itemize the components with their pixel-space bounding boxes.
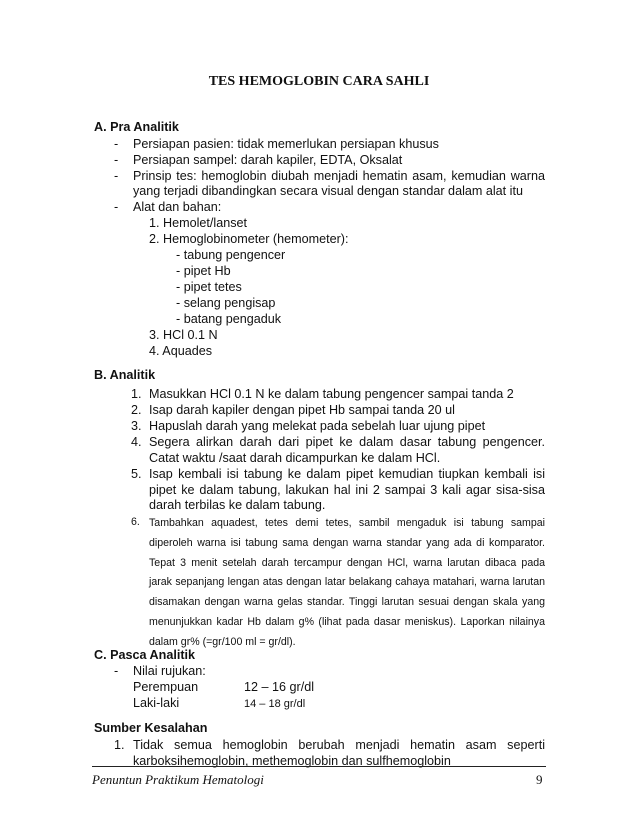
list-number: 1. <box>131 387 142 401</box>
alat-subitem: - batang pengaduk <box>176 312 282 326</box>
reference-label-laki-laki: Laki-laki <box>133 696 180 710</box>
list-number: 4. <box>131 435 142 449</box>
list-number: 5. <box>131 467 142 481</box>
bullet-dash: - <box>114 153 119 167</box>
sumber-kesalahan-1: Tidak semua hemoglobin berubah menjadi hematin asam seperti karboksihemoglobin, methemoglobin dan sulfhemoglobin <box>133 738 545 768</box>
alat-subitem: - tabung pengencer <box>176 248 286 262</box>
footer-divider <box>92 766 546 767</box>
pra-item-persiapan-sampel: Persiapan sampel: darah kapiler, EDTA, Oksalat <box>133 153 403 167</box>
alat-item-1: 1. Hemolet/lanset <box>149 216 248 230</box>
bullet-dash: - <box>114 169 119 183</box>
list-number: 6. <box>131 516 140 528</box>
analitik-step-3: Hapuslah darah yang melekat pada sebelah luar ujung pipet <box>149 419 486 433</box>
section-heading-sumber-kesalahan: Sumber Kesalahan <box>94 721 208 735</box>
alat-item-3: 3. HCl 0.1 N <box>149 328 218 342</box>
alat-subitem: - pipet Hb <box>176 264 231 278</box>
list-number: 3. <box>131 419 142 433</box>
nilai-rujukan-label: Nilai rujukan: <box>133 664 206 678</box>
analitik-step-4: Segera alirkan darah dari pipet ke dalam dasar tabung pengencer. Catat waktu /saat darah dicampurkan ke dalam HCl. <box>149 435 545 465</box>
footer-book-title: Penuntun Praktikum Hematologi <box>92 772 264 787</box>
bullet-dash: - <box>114 664 119 678</box>
pra-item-persiapan-pasien: Persiapan pasien: tidak memerlukan persiapan khusus <box>133 137 439 151</box>
page-number: 9 <box>536 772 543 787</box>
analitik-step-1: Masukkan HCl 0.1 N ke dalam tabung pengencer sampai tanda 2 <box>149 387 514 401</box>
section-heading-analitik: B. Analitik <box>94 368 156 382</box>
reference-value-perempuan: 12 – 16 gr/dl <box>244 680 315 694</box>
analitik-step-2: Isap darah kapiler dengan pipet Hb sampai tanda 20 ul <box>149 403 455 417</box>
reference-label-perempuan: Perempuan <box>133 680 199 694</box>
analitik-step-6: Tambahkan aquadest, tetes demi tetes, sambil mengaduk isi tabung sampai diperoleh warna isi tabung sama dengan warna standar yang ada di komparator. Tepat 3 menit setelah darah tercampur dengan HCl, warna larutan dibaca pada jarak sepanjang lengan atas dengan latar belakang cahaya matahari, warna larutan disamakan dengan warna gelas standar. Tinggi larutan sesuai dengan skala yang menunjukkan kadar Hb dalam g% (lihat pada dasar meniskus). Laporkan nilainya dalam gr% (=gr/100 ml = gr/dl). <box>149 517 545 648</box>
alat-item-2: 2. Hemoglobinometer (hemometer): <box>149 232 349 246</box>
list-number: 1. <box>114 738 125 752</box>
pra-item-alat-bahan: Alat dan bahan: <box>133 200 222 214</box>
page-title: TES HEMOGLOBIN CARA SAHLI <box>208 74 430 89</box>
section-heading-pra-analitik: A. Pra Analitik <box>94 120 179 134</box>
section-heading-pasca-analitik: C. Pasca Analitik <box>94 648 196 662</box>
analitik-step-5: Isap kembali isi tabung ke dalam pipet kemudian tiupkan kembali isi pipet ke dalam tabung, lakukan hal ini 2 sampai 3 kali agar sisa-sisa darah terbilas ke dalam tabung. <box>149 467 545 512</box>
reference-value-laki-laki: 14 – 18 gr/dl <box>244 698 306 710</box>
alat-subitem: - selang pengisap <box>176 296 276 310</box>
list-number: 2. <box>131 403 142 417</box>
bullet-dash: - <box>114 137 119 151</box>
alat-item-4: 4. Aquades <box>149 344 213 358</box>
pra-item-prinsip-line2: yang terjadi dibandingkan secara visual dengan standar dalam alat itu <box>133 184 523 198</box>
alat-subitem: - pipet tetes <box>176 280 242 294</box>
bullet-dash: - <box>114 200 119 214</box>
pra-item-prinsip-line1: Prinsip tes: hemoglobin diubah menjadi hematin asam, kemudian warna <box>133 169 545 183</box>
